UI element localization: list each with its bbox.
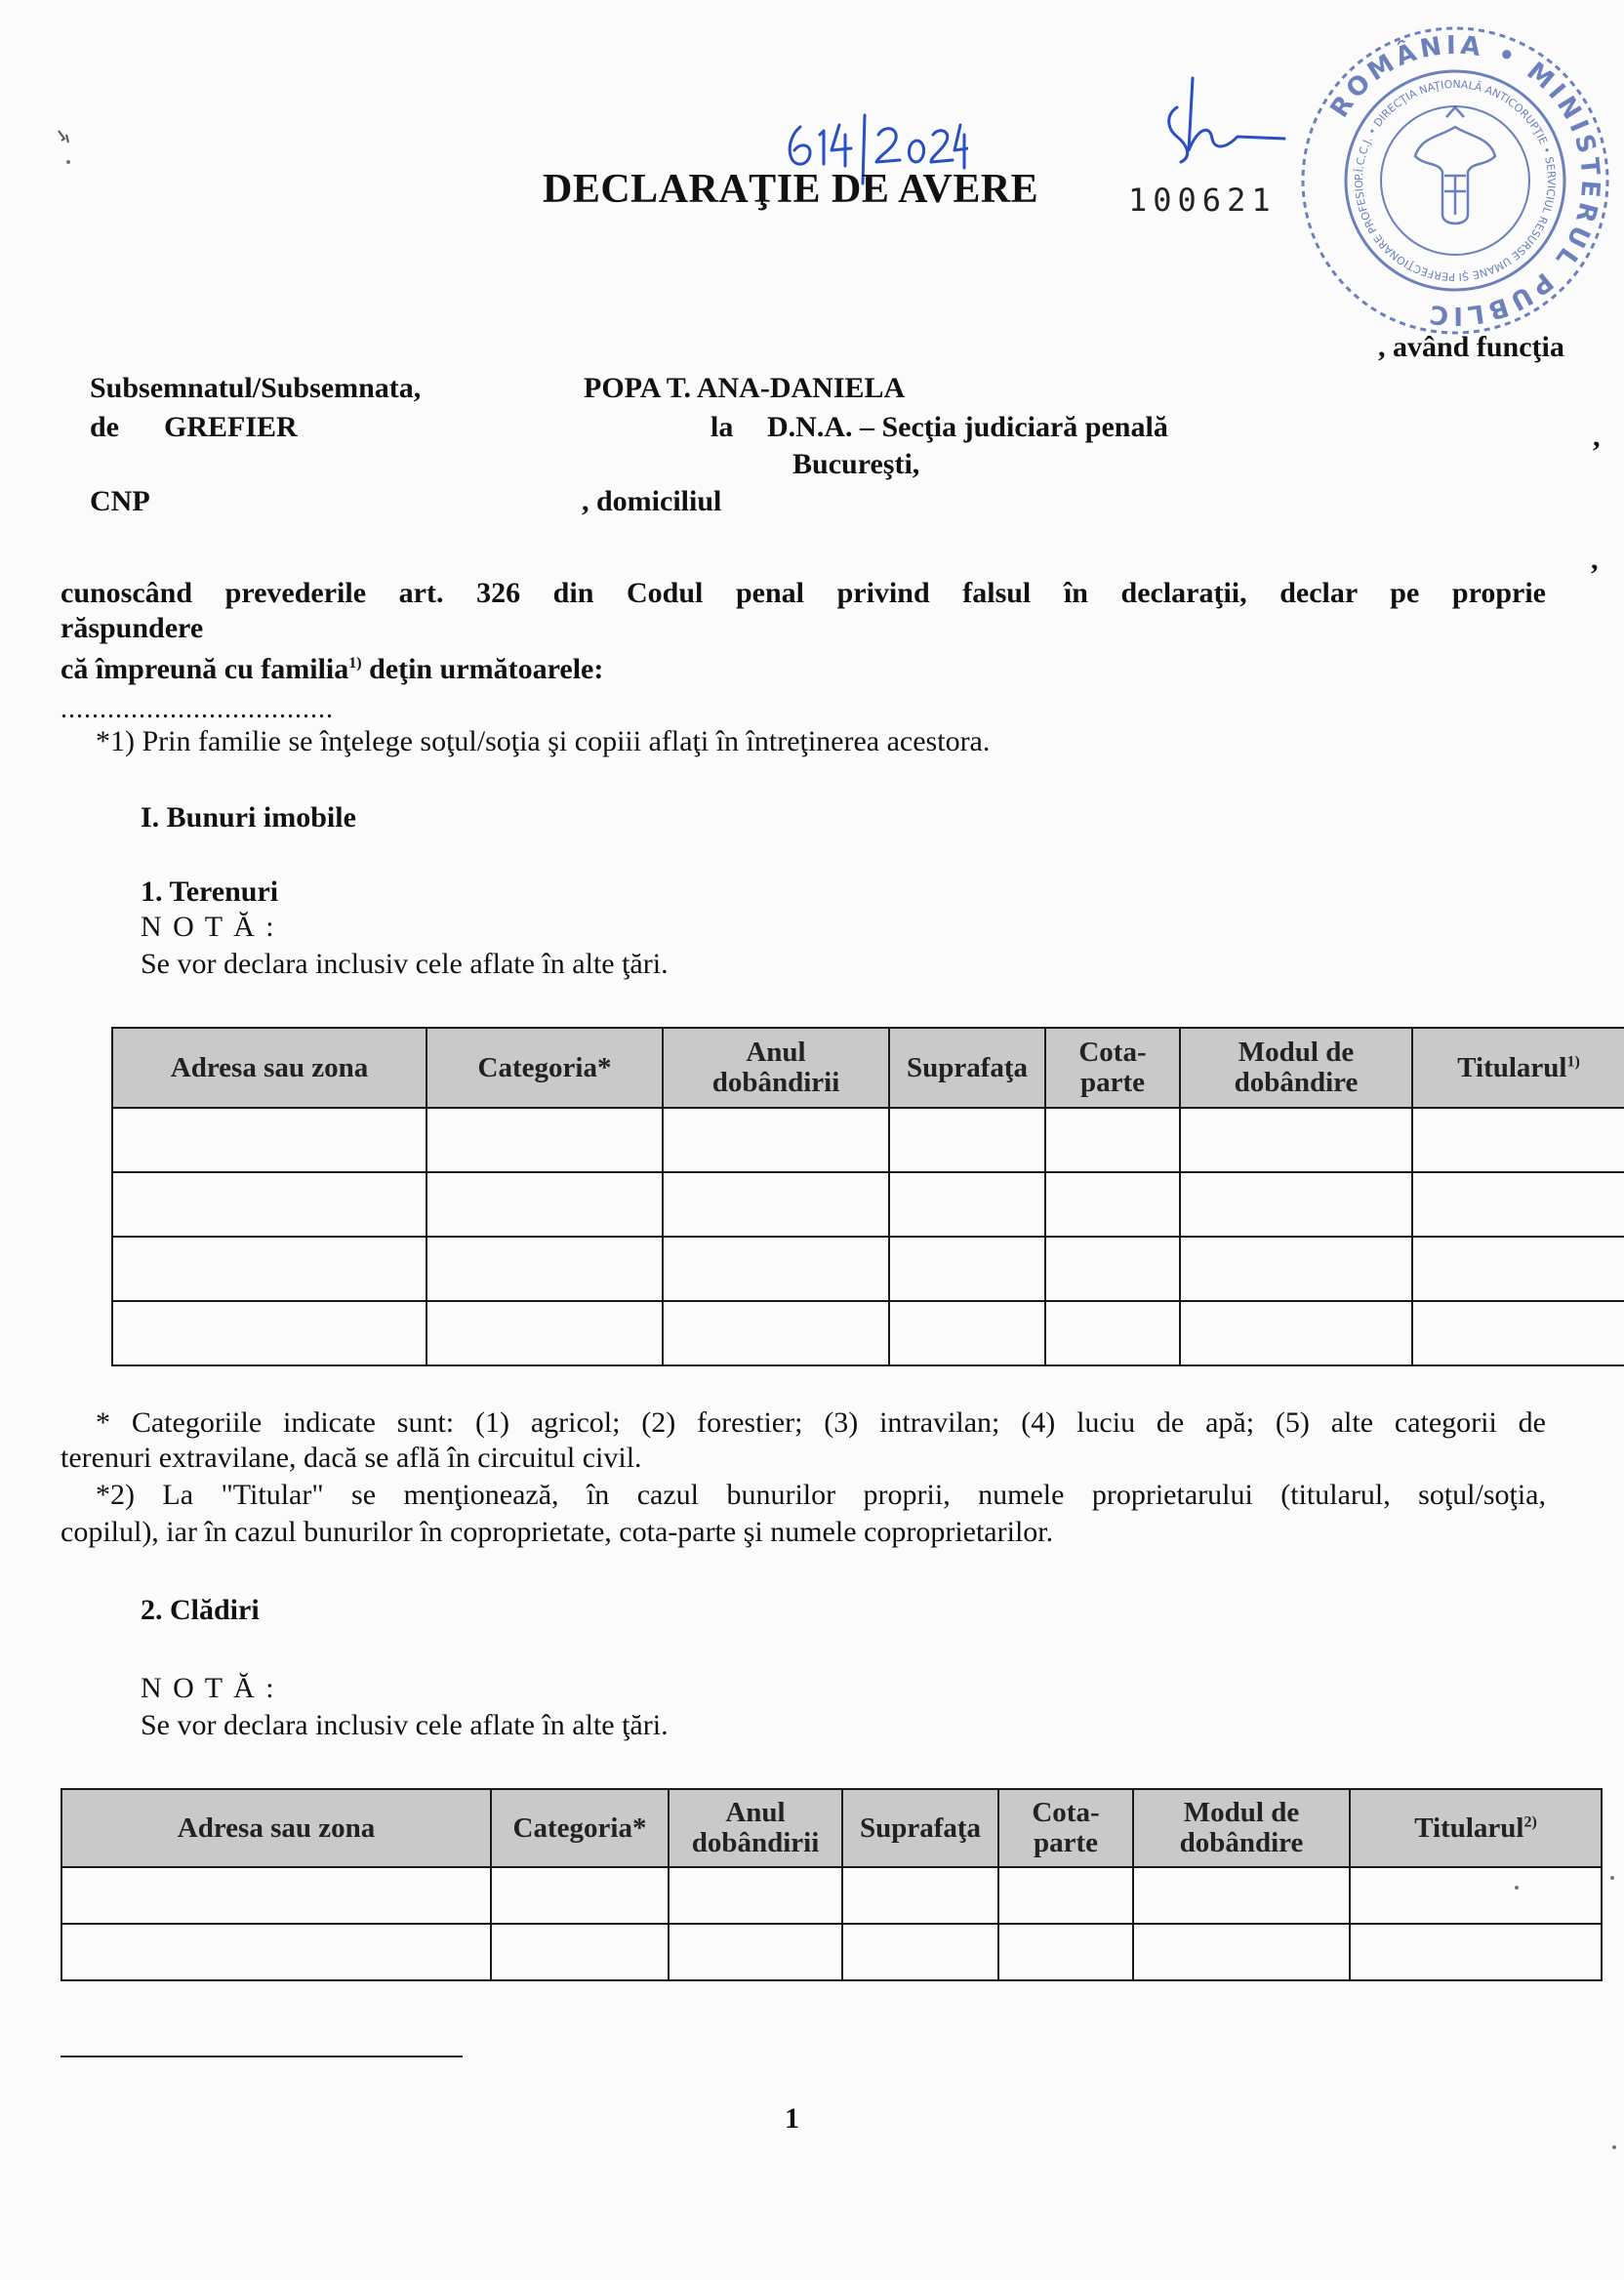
table-row bbox=[112, 1108, 1624, 1172]
column-header: Modul de dobândire bbox=[1133, 1789, 1350, 1867]
intro-line: cunoscând prevederile art. 326 din Codul penal privind falsul în declaraţii, declar pe proprie bbox=[61, 577, 1546, 609]
nota-text: Se vor declara inclusiv cele aflate în alte ţări. bbox=[141, 1709, 669, 1741]
table-cell bbox=[61, 1924, 491, 1980]
stamp-outer-text: ROMÂNIA • MINISTERUL PUBLIC bbox=[1324, 30, 1605, 331]
table-cell bbox=[426, 1108, 663, 1172]
subsection-title: 2. Clădiri bbox=[141, 1594, 260, 1626]
table-cell bbox=[1412, 1172, 1624, 1237]
table-cell bbox=[669, 1924, 842, 1980]
table-cell bbox=[112, 1108, 426, 1172]
table-cell bbox=[1180, 1172, 1412, 1237]
table-cell bbox=[1133, 1924, 1350, 1980]
label-domiciliul: , domiciliul bbox=[582, 485, 722, 517]
table-cell bbox=[889, 1108, 1045, 1172]
table-cell bbox=[1180, 1108, 1412, 1172]
table-cell bbox=[663, 1172, 889, 1237]
registration-number: 100621 bbox=[1128, 182, 1277, 219]
table-cell bbox=[1412, 1301, 1624, 1365]
declarant-institution: D.N.A. – Secţia judiciară penală bbox=[767, 411, 1168, 443]
table-row bbox=[112, 1237, 1624, 1301]
table-row bbox=[61, 1924, 1602, 1980]
table-row bbox=[61, 1867, 1602, 1924]
label-avand-functia: , având funcţia bbox=[1378, 331, 1564, 363]
table-header-row bbox=[61, 1789, 1602, 1867]
footnote-family: *1) Prin familie se înţelege soţul/soţia şi copiii aflaţi în întreţinerea acestora. bbox=[96, 725, 991, 757]
table-cell bbox=[1350, 1867, 1602, 1924]
scan-mark bbox=[1515, 1886, 1519, 1890]
subsection-title: 1. Terenuri bbox=[141, 875, 279, 908]
label-de: de bbox=[90, 411, 119, 443]
comma-mark: , bbox=[1591, 544, 1599, 576]
column-header: Categoria* bbox=[491, 1789, 669, 1867]
comma-mark: , bbox=[1593, 421, 1601, 453]
table-cell bbox=[1045, 1108, 1180, 1172]
table-cell bbox=[663, 1301, 889, 1365]
note-categories: * Categoriile indicate sunt: (1) agricol; (2) forestier; (3) intravilan; (4) luciu de apă; (5) alte categorii de bbox=[96, 1406, 1546, 1439]
column-header: Cota- parte bbox=[1045, 1028, 1180, 1108]
table-cell bbox=[889, 1237, 1045, 1301]
nota-label: N O T Ă : bbox=[141, 911, 276, 943]
note-titular: *2) La "Titular" se menţionează, în cazul bunurilor proprii, numele proprietarului (titularul, soţul/soţia, bbox=[96, 1479, 1546, 1511]
declarant-name: POPA T. ANA-DANIELA bbox=[584, 372, 906, 404]
table-cell bbox=[112, 1237, 426, 1301]
note-categories-cont: terenuri extravilane, dacă se află în circuitul civil. bbox=[61, 1442, 642, 1474]
intro-line-family: că împreună cu familia$^{1)}$ deţin următoarele: bbox=[61, 653, 604, 685]
table-cell bbox=[669, 1867, 842, 1924]
scan-mark bbox=[55, 129, 74, 168]
column-header: Suprafaţa bbox=[889, 1028, 1045, 1108]
declarant-function: GREFIER bbox=[164, 411, 298, 443]
table-cell bbox=[842, 1867, 998, 1924]
signature bbox=[1159, 68, 1296, 166]
column-header: Categoria* bbox=[426, 1028, 663, 1108]
column-header: Adresa sau zona bbox=[61, 1789, 491, 1867]
column-header: Modul de dobândire bbox=[1180, 1028, 1412, 1108]
table-cell bbox=[1045, 1301, 1180, 1365]
table-cell bbox=[1350, 1924, 1602, 1980]
table-cell bbox=[1412, 1237, 1624, 1301]
svg-text:ROMÂNIA • MINISTERUL PUBLIC bbox=[1325, 31, 1605, 330]
scan-mark bbox=[1612, 2145, 1616, 2149]
column-header: Adresa sau zona bbox=[112, 1028, 426, 1108]
table-cell bbox=[1180, 1237, 1412, 1301]
column-header: Titularul$^{2)}$ bbox=[1350, 1789, 1602, 1867]
table-cell bbox=[61, 1867, 491, 1924]
table-cell bbox=[842, 1924, 998, 1980]
table-cell bbox=[998, 1924, 1133, 1980]
table-cell bbox=[491, 1924, 669, 1980]
column-header: Titularul$^{1)}$ bbox=[1412, 1028, 1624, 1108]
terenuri-table bbox=[111, 1027, 1624, 1366]
table-cell bbox=[663, 1237, 889, 1301]
table-cell bbox=[112, 1301, 426, 1365]
table-cell bbox=[1045, 1237, 1180, 1301]
stamp-inner-text: P.Î.C.C.J. • DIRECŢIA NAŢIONALĂ ANTICORUPŢIE • SERVICIUL RESURSE UMANE ŞI PERFECŢIONARE PROFESIO bbox=[1352, 77, 1559, 284]
label-la: la bbox=[710, 411, 734, 443]
table-cell bbox=[1412, 1108, 1624, 1172]
nota-label: N O T Ă : bbox=[141, 1672, 276, 1704]
document-title: DECLARAŢIE DE AVERE bbox=[543, 167, 1039, 212]
table-cell bbox=[426, 1301, 663, 1365]
dotted-line: ................................... bbox=[61, 694, 334, 724]
table-cell bbox=[426, 1237, 663, 1301]
table-row bbox=[112, 1301, 1624, 1365]
table-cell bbox=[491, 1867, 669, 1924]
section-title: I. Bunuri imobile bbox=[141, 801, 356, 834]
column-header: Suprafaţa bbox=[842, 1789, 998, 1867]
table-cell bbox=[889, 1301, 1045, 1365]
table-cell bbox=[1180, 1301, 1412, 1365]
table-cell bbox=[426, 1172, 663, 1237]
footnote-separator bbox=[61, 2056, 463, 2057]
nota-text: Se vor declara inclusiv cele aflate în alte ţări. bbox=[141, 948, 669, 980]
cladiri-table bbox=[61, 1788, 1603, 1981]
column-header: Anul dobândirii bbox=[669, 1789, 842, 1867]
declarant-institution-city: Bucureşti, bbox=[792, 448, 920, 480]
table-cell bbox=[112, 1172, 426, 1237]
table-cell bbox=[889, 1172, 1045, 1237]
intro-line: răspundere bbox=[61, 612, 204, 644]
note-titular-cont: copilul), iar în cazul bunurilor în coproprietate, cota-parte şi numele coproprietarilor. bbox=[61, 1516, 1054, 1548]
column-header: Anul dobândirii bbox=[663, 1028, 889, 1108]
page-number: 1 bbox=[785, 2102, 799, 2135]
table-header-row bbox=[112, 1028, 1624, 1108]
table-row bbox=[112, 1172, 1624, 1237]
table-cell bbox=[1045, 1172, 1180, 1237]
column-header: Cota- parte bbox=[998, 1789, 1133, 1867]
label-subsemnatul: Subsemnatul/Subsemnata, bbox=[90, 372, 422, 404]
table-cell bbox=[998, 1867, 1133, 1924]
table-cell bbox=[1133, 1867, 1350, 1924]
scan-mark bbox=[1610, 1876, 1614, 1880]
table-cell bbox=[663, 1108, 889, 1172]
label-cnp: CNP bbox=[90, 485, 150, 517]
institution-stamp bbox=[1294, 20, 1616, 342]
